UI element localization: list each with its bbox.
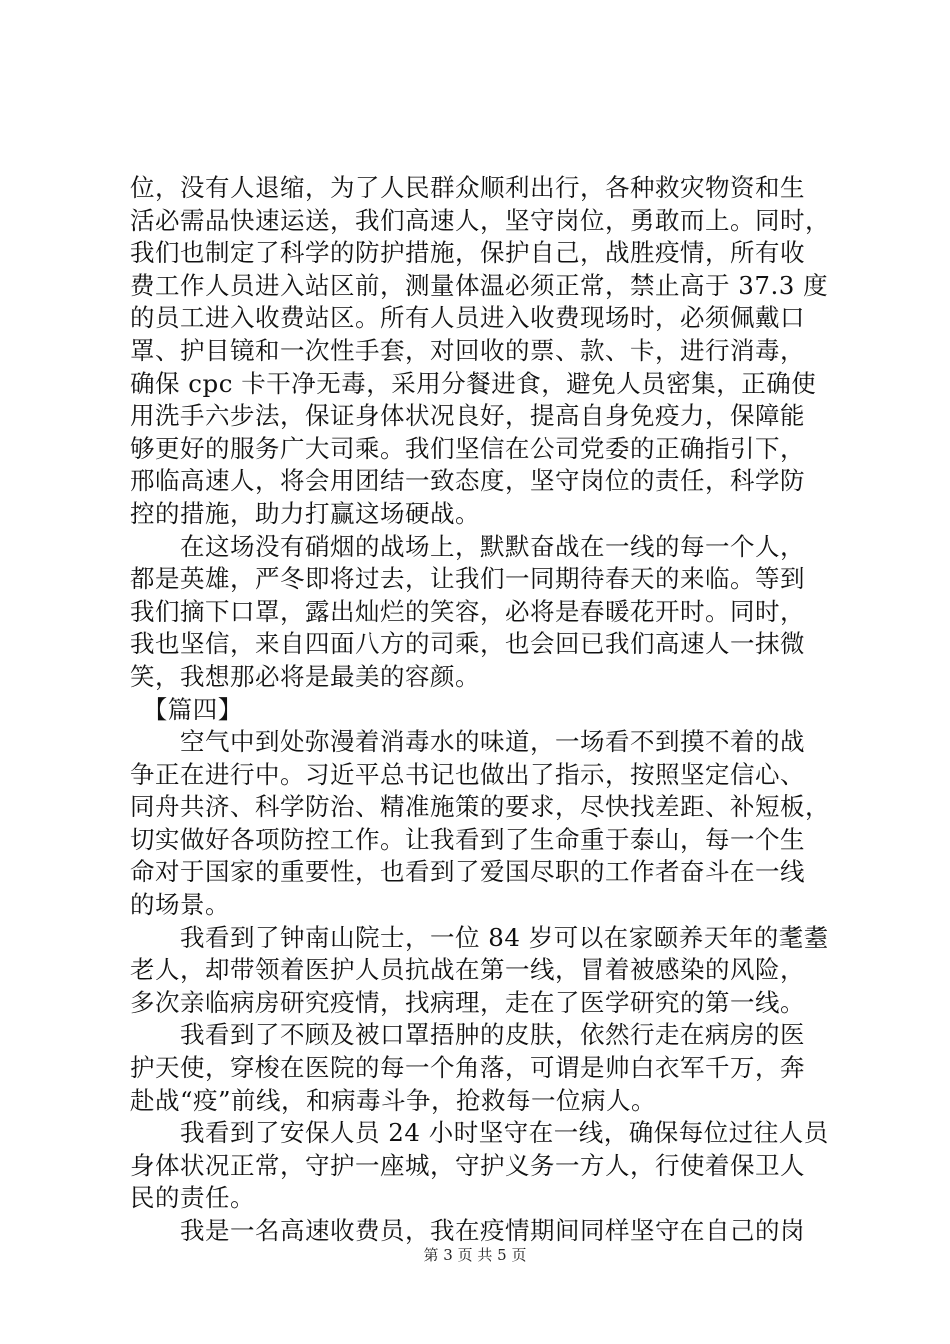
text-line: 我看到了安保人员 24 小时坚守在一线，确保每位过往人员 [130, 1118, 829, 1148]
text-line: 赴战“疫”前线，和病毒斗争，抢救每一位病人。 [130, 1085, 657, 1115]
text-line: 身体状况正常，守护一座城，守护义务一方人，行使着保卫人 [130, 1150, 805, 1180]
text-line: 的员工进入收费站区。所有人员进入收费现场时，必须佩戴口 [130, 303, 805, 333]
text-line: 空气中到处弥漫着消毒水的味道，一场看不到摸不着的战 [130, 727, 805, 757]
text-line: 控的措施，助力打赢这场硬战。 [130, 498, 480, 528]
text-line: 都是英雄，严冬即将过去，让我们一同期待春天的来临。等到 [130, 564, 805, 594]
text-line: 确保 cpc 卡干净无毒，采用分餐进食，避免人员密集，正确使 [130, 368, 817, 398]
text-line: 切实做好各项防控工作。让我看到了生命重于泰山，每一个生 [130, 824, 805, 854]
text-line: 笑，我想那必将是最美的容颜。 [130, 661, 480, 691]
text-line: 活必需品快速运送，我们高速人，坚守岗位，勇敢而上。同时， [130, 205, 830, 235]
text-line: 用洗手六步法，保证身体状况良好，提高自身免疫力，保障能 [130, 401, 805, 431]
text-line: 位，没有人退缩，为了人民群众顺利出行，各种救灾物资和生 [130, 173, 805, 202]
text-line: 罩、护目镜和一次性手套，对回收的票、款、卡，进行消毒， [130, 335, 805, 365]
text-line: 我看到了不顾及被口罩捂肿的皮肤，依然行走在病房的医 [130, 1020, 805, 1050]
document-body [130, 172, 830, 1248]
text-line: 【篇四】 [130, 694, 243, 724]
text-line: 够更好的服务广大司乘。我们坚信在公司党委的正确指引下， [130, 433, 805, 463]
text-line: 我们摘下口罩，露出灿烂的笑容，必将是春暖花开时。同时， [130, 596, 805, 626]
text-line: 我也坚信，来自四面八方的司乘，也会回已我们高速人一抹微 [130, 629, 805, 659]
text-line: 费工作人员进入站区前，测量体温必须正常，禁止高于 37.3 度 [130, 270, 829, 300]
text-line: 在这场没有硝烟的战场上，默默奋战在一线的每一个人， [130, 531, 805, 561]
text-line: 我是一名高速收费员，我在疫情期间同样坚守在自己的岗 [130, 1216, 805, 1245]
text-line: 多次亲临病房研究疫情，找病理，走在了医学研究的第一线。 [130, 987, 805, 1017]
text-line: 我们也制定了科学的防护措施，保护自己，战胜疫情，所有收 [130, 238, 805, 268]
text-line: 的场景。 [130, 890, 230, 920]
text-line: 护天使，穿梭在医院的每一个角落，可谓是帅白衣军千万，奔 [130, 1053, 805, 1083]
text-line: 老人，却带领着医护人员抗战在第一线，冒着被感染的风险， [130, 955, 805, 985]
text-line: 民的责任。 [130, 1183, 255, 1213]
text-line: 我看到了钟南山院士，一位 84 岁可以在家颐养天年的耄耋 [130, 922, 829, 952]
text-line: 命对于国家的重要性，也看到了爱国尽职的工作者奋斗在一线 [130, 857, 805, 887]
text-line: 邢临高速人，将会用团结一致态度，坚守岗位的责任，科学防 [130, 466, 805, 496]
text-line: 同舟共济、科学防治、精准施策的要求，尽快找差距、补短板， [130, 792, 830, 822]
text-line: 争正在进行中。习近平总书记也做出了指示，按照坚定信心、 [130, 759, 805, 789]
page-footer: 第 3 页 共 5 页 [423, 1246, 527, 1264]
